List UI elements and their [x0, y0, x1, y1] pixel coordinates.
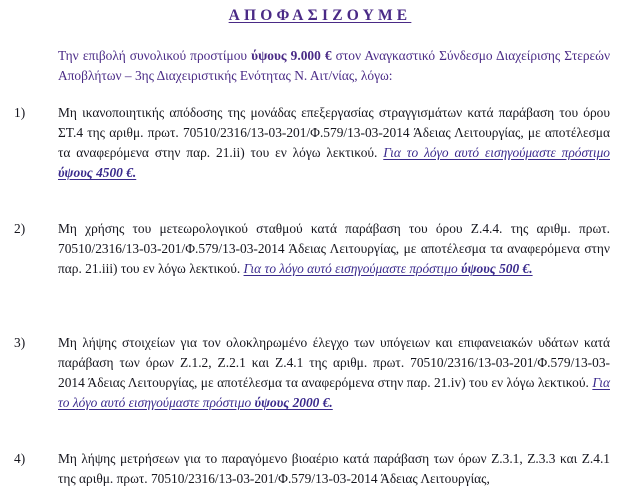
decision-heading: ΑΠΟΦΑΣΙΖΟΥΜΕ: [228, 7, 412, 24]
item-text: [58, 449, 610, 489]
item-number: 1): [14, 105, 26, 120]
item-text: [58, 333, 610, 413]
recommendation-text: Για το λόγο αυτό εισηγούμαστε πρόστιμο: [243, 261, 462, 276]
item-number: 3): [14, 335, 26, 350]
fine-recommendation: [244, 261, 533, 276]
intro-paragraph: [58, 46, 610, 86]
intro-text-end: στον Αναγκαστικό Σύνδεσμο Διαχείρισης Στερεών Αποβλήτων – 3ης Διαχειριστικής Ενότητας Ν. Αιτ/νίας, λόγω:: [58, 48, 611, 83]
item-number: 4): [14, 451, 26, 466]
recommendation-text: Για το λόγο αυτό εισηγούμαστε πρόστιμο: [383, 145, 610, 160]
fine-amount: ύψους 500 €.: [461, 261, 533, 276]
fine-amount: ύψους 4500 €.: [58, 165, 137, 180]
item-description: Μη λήψης στοιχείων για τον ολοκληρωμένο έλεγχο των υπόγειων και επιφανειακών υδάτων κατά παράβαση των όρων Ζ.1.2, Ζ.2.1 και Ζ.4.1 της αριθμ. πρωτ. 70510/2316/13-03-201/Φ.579/13-03-2014 Άδειας Λειτουργίας, με αποτέλεσμα τα αναφερόμενα στην παρ. 21.iv) του εν λόγω λεκτικού.: [58, 335, 610, 390]
item-text: [58, 219, 610, 279]
item-number: 2): [14, 221, 26, 236]
fine-amount: ύψους 2000 €.: [254, 395, 333, 410]
intro-text-start: Την επιβολή συνολικού προστίμου: [58, 48, 252, 63]
item-description: Μη λήψης μετρήσεων για το παραγόμενο βιοαέριο κατά παράβαση των όρων Ζ.3.1, Ζ.3.3 και Ζ.4.1 της αριθμ. πρωτ. 70510/2316/13-03-201/Φ.579/13-03-2014 Άδειας Λειτουργίας,: [58, 451, 610, 486]
recommendation-text: Για το λόγο αυτό εισηγούμαστε πρόστιμο: [58, 375, 610, 410]
item-text: [58, 103, 610, 183]
total-fine-amount: ύψους 9.000 €: [251, 48, 332, 63]
item-description: Μη ικανοποιητικής απόδοσης της μονάδας επεξεργασίας στραγγισμάτων κατά παράβαση του όρου ΣΤ.4 της αριθμ. πρωτ. 70510/2316/13-03-201/Φ.579/13-03-2014 Άδειας Λειτουργίας, με αποτέλεσμα τα αναφερόμενα στην παρ. 21.ii) του εν λόγω λεκτικού.: [58, 105, 610, 160]
item-description: Μη χρήσης του μετεωρολογικού σταθμού κατά παράβαση του όρου Ζ.4.4. της αριθμ. πρωτ. 70510/2316/13-03-201/Φ.579/13-03-2014 Άδειας Λειτουργίας, με αποτέλεσμα τα αναφερόμενα στην παρ. 21.iii) του εν λόγω λεκτικού.: [58, 221, 610, 276]
